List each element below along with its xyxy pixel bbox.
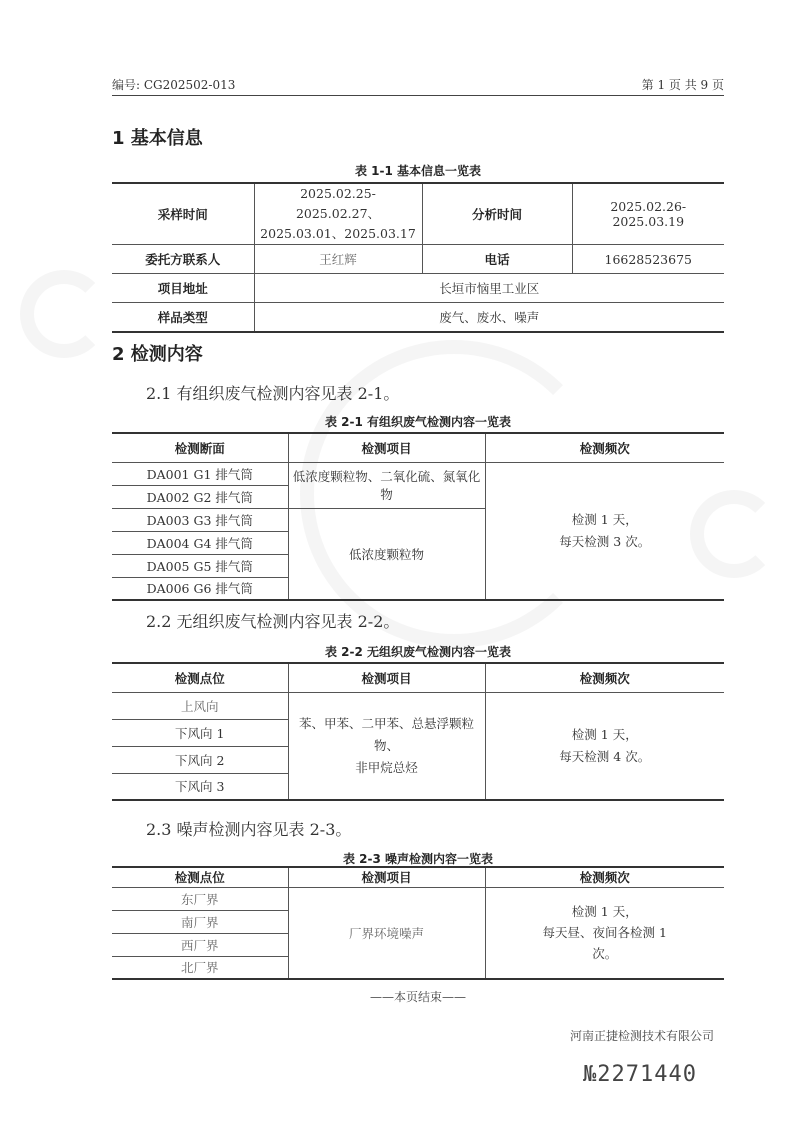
page-info: 第 1 页 共 9 页 [641,78,724,92]
address-label: 项目地址 [112,274,254,303]
frequency-line3: 次。 [592,946,618,962]
paragraph-2-2: 2.2 无组织废气检测内容见表 2-2。 [146,612,400,631]
table-caption-2-3: 表 2-3 噪声检测内容一览表 [342,852,494,866]
section-title-detection-content: 2 检测内容 [112,344,203,365]
paragraph-2-1: 2.1 有组织废气检测内容见表 2-1。 [146,384,400,403]
items-line1: 苯、甲苯、二甲苯、总悬浮颗粒物、 [298,715,474,753]
frequency-line2: 每天检测 3 次。 [559,533,651,549]
table-header-row [112,867,724,887]
column-header: 检测项目 [288,867,485,887]
page-header [112,76,724,96]
point-cell: DA001 G1 排气筒 [112,462,288,485]
analysis-time-value: 2025.02.26-2025.03.19 [572,183,724,245]
contact-value: 王红辉 [254,245,422,274]
point-cell: DA006 G6 排气筒 [112,577,288,600]
frequency-line2: 每天检测 4 次。 [559,748,651,764]
unorganized-gas-table [112,662,724,801]
table-row [112,887,724,910]
frequency-line1: 检测 1 天， [571,904,638,920]
table-caption-2-1: 表 2-1 有组织废气检测内容一览表 [324,415,512,429]
frequency-line1: 检测 1 天， [571,511,638,527]
point-cell: 下风向 2 [112,746,288,773]
sampling-time-label: 采样时间 [112,183,254,245]
frequency-cell [485,887,724,979]
sampling-time-line2: 2025.03.01、2025.03.17 [260,226,416,241]
point-cell: 上风向 [112,692,288,719]
point-cell: DA004 G4 排气筒 [112,531,288,554]
organized-gas-table [112,432,724,601]
company-name: 河南正捷检测技术有限公司 [570,1029,715,1043]
section-title-basic-info: 1 基本信息 [112,128,203,149]
analysis-time-label: 分析时间 [422,183,572,245]
column-header: 检测项目 [288,433,485,462]
point-cell: DA003 G3 排气筒 [112,508,288,531]
items-line2: 非甲烷总烃 [355,759,418,775]
column-header: 检测频次 [485,433,724,462]
sample-type-label: 样品类型 [112,303,254,332]
column-header: 检测项目 [288,663,485,692]
point-cell: 西厂界 [112,933,288,956]
table-caption-1-1: 表 1-1 基本信息一览表 [354,164,482,178]
contact-label: 委托方联系人 [112,245,254,274]
table-row [112,245,724,274]
frequency-line2: 每天昼、夜间各检测 1 [542,925,667,941]
table-header-row [112,433,724,462]
sampling-time-value [254,183,422,245]
point-cell: 下风向 1 [112,719,288,746]
paragraph-2-3: 2.3 噪声检测内容见表 2-3。 [146,820,352,839]
column-header: 检测断面 [112,433,288,462]
frequency-line1: 检测 1 天， [571,726,638,742]
table-row [112,462,724,485]
items-cell [288,692,485,800]
table-header-row [112,663,724,692]
column-header: 检测点位 [112,663,288,692]
watermark-logo [20,270,108,358]
point-cell: 东厂界 [112,887,288,910]
table-caption-2-2: 表 2-2 无组织废气检测内容一览表 [324,645,512,659]
serial-number: №2271440 [583,1062,697,1087]
column-header: 检测频次 [485,867,724,887]
basic-info-table [112,182,724,333]
noise-table [112,866,724,980]
column-header: 检测频次 [485,663,724,692]
table-row [112,183,724,245]
items-cell: 厂界环境噪声 [288,887,485,979]
items-cell: 低浓度颗粒物 [288,508,485,600]
sampling-time-line1: 2025.02.25-2025.02.27、 [295,186,381,221]
frequency-cell [485,462,724,600]
sample-type-value: 废气、废水、噪声 [254,303,724,332]
page-end-mark: ——本页结束—— [369,990,466,1004]
point-cell: DA005 G5 排气筒 [112,554,288,577]
table-row [112,274,724,303]
table-row [112,692,724,719]
point-cell: 南厂界 [112,910,288,933]
address-value: 长垣市恼里工业区 [254,274,724,303]
point-cell: 北厂界 [112,956,288,979]
doc-number: 编号: CG202502-013 [112,78,236,92]
frequency-cell [485,692,724,800]
items-cell: 低浓度颗粒物、二氧化硫、氮氧化物 [288,462,485,508]
table-row [112,303,724,332]
phone-value: 16628523675 [572,245,724,274]
point-cell: 下风向 3 [112,773,288,800]
phone-label: 电话 [422,245,572,274]
point-cell: DA002 G2 排气筒 [112,485,288,508]
column-header: 检测点位 [112,867,288,887]
